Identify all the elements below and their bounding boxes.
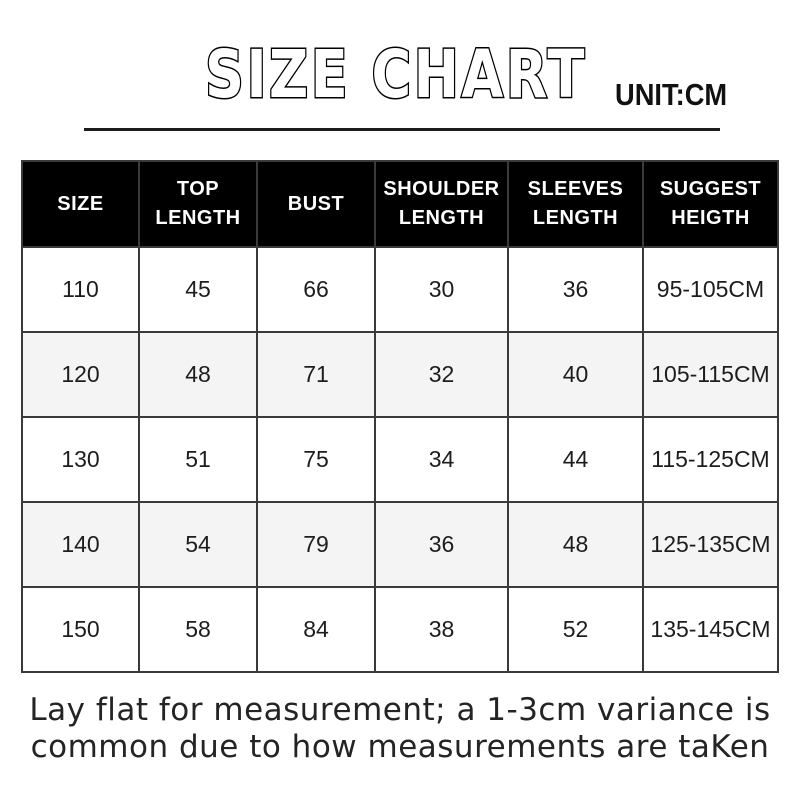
- table-cell: 45: [140, 248, 256, 331]
- column-header-sleeves-length: SLEEVES LENGTH: [509, 162, 642, 246]
- table-cell: 120: [23, 333, 138, 416]
- size-table: [21, 160, 779, 673]
- column-header-suggest-height: SUGGEST HEIGTH: [644, 162, 777, 246]
- table-cell: 95-105CM: [644, 248, 777, 331]
- table-cell: 48: [140, 333, 256, 416]
- table-cell: 135-145CM: [644, 588, 777, 671]
- table-cell: 38: [376, 588, 507, 671]
- column-header-shoulder-length: SHOULDER LENGTH: [376, 162, 507, 246]
- table-cell: 44: [509, 418, 642, 501]
- column-header-size: SIZE: [23, 162, 138, 246]
- table-cell: 105-115CM: [644, 333, 777, 416]
- table-cell: 140: [23, 503, 138, 586]
- table-cell: 84: [258, 588, 374, 671]
- table-cell: 32: [376, 333, 507, 416]
- unit-label: UNIT:CM: [615, 77, 728, 112]
- table-cell: 75: [258, 418, 374, 501]
- table-cell: 30: [376, 248, 507, 331]
- column-header-top-length: TOP LENGTH: [140, 162, 256, 246]
- table-cell: 71: [258, 333, 374, 416]
- table-cell: 54: [140, 503, 256, 586]
- column-header-bust: BUST: [258, 162, 374, 246]
- table-cell: 150: [23, 588, 138, 671]
- table-cell: 125-135CM: [644, 503, 777, 586]
- table-cell: 34: [376, 418, 507, 501]
- table-cell: 48: [509, 503, 642, 586]
- table-cell: 66: [258, 248, 374, 331]
- page-title: SIZE CHART: [205, 36, 587, 113]
- table-cell: 130: [23, 418, 138, 501]
- note-line-2: common due to how measurements are taKen: [30, 729, 770, 765]
- table-cell: 51: [140, 418, 256, 501]
- table-cell: 79: [258, 503, 374, 586]
- measurement-note: [0, 692, 800, 766]
- table-cell: 36: [376, 503, 507, 586]
- table-cell: 52: [509, 588, 642, 671]
- note-line-1: Lay flat for measurement; a 1-3cm variance is: [29, 692, 771, 728]
- table-cell: 40: [509, 333, 642, 416]
- table-cell: 58: [140, 588, 256, 671]
- table-cell: 110: [23, 248, 138, 331]
- table-cell: 115-125CM: [644, 418, 777, 501]
- title-divider: [84, 128, 720, 131]
- table-cell: 36: [509, 248, 642, 331]
